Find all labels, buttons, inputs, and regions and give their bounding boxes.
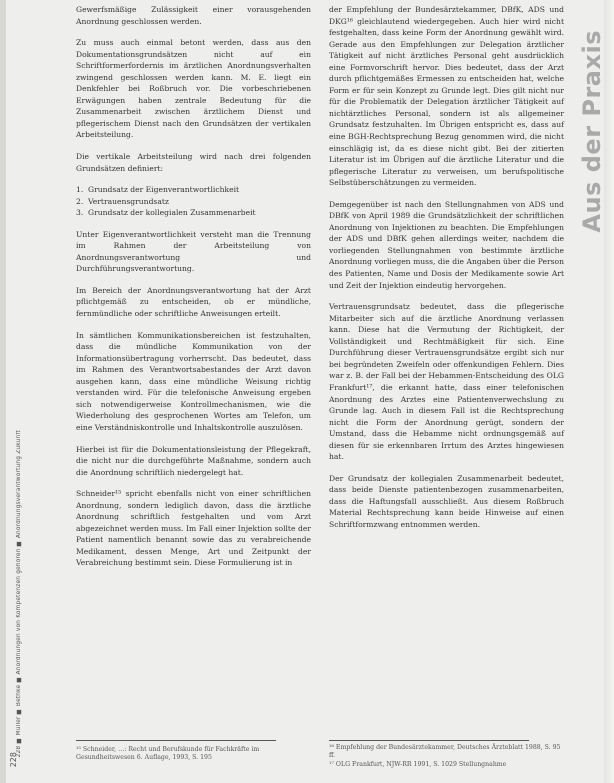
- list-item: [76, 196, 311, 208]
- footnote-divider: [76, 740, 276, 741]
- paragraph: Die vertikale Arbeitsteilung wird nach drei folgenden Grundsätzen definiert:: [76, 152, 311, 173]
- list-number: 1.: [76, 185, 84, 195]
- list-item: [76, 207, 311, 219]
- paragraph: Gewerfsmäßige Zulässigkeit einer vorausgehenden Anordnung geschlossen werden.: [76, 5, 311, 26]
- list-item: [76, 184, 311, 196]
- left-column: [76, 4, 311, 579]
- paragraph: Vertrauensgrundsatz bedeutet, dass die pflegerische Mitarbeiter sich auf die ärztliche Anordnung verlassen kann. Diese hat die Vermutung der Richtigkeit, der Vollständigkeit und Rechtmäßigkeit für sich. Eine Durchführung dieser Vertrauensgrundsätze ergibt sich nur bei begründeten Zweifeln oder offenkundigen Fehlern. Dies war z. B. der Fall bei der Hebammen-Entscheidung des OLG Frankfurt¹⁷, die erkannt hatte, dass einer telefonischen Anordnung des Arztes eine Patientenverwechslung zu Grunde lag. Auch in diesem Fall ist die Rechtsprechung nicht die Form der Anordnung gerügt, sondern der Umstand, dass die Hebamme nicht ordnungsgemäß auf diesen für sie erkennbaren Irrtum des Arztes hingewiesen hat.: [329, 302, 564, 462]
- paragraph: Demgegenüber ist nach den Stellungnahmen von ADS und DBfK von April 1989 die Grundsätzlichkeit der schriftlichen Anordnung von Injektionen zu beachten. Die Empfehlungen der ADS und DBfK gehen allerdings weiter, nachdem die vorliegenden Stellungnahmen von bestimmte ärztliche Anordnung vorliegen muss, die die Angaben über die Person des Patienten, Name und Dosis der Medikamente sowie Art und Zeit der Injektion eindeutig hervorgehen.: [329, 199, 564, 290]
- page-number: 228: [9, 752, 18, 768]
- paragraph: der Empfehlung der Bundesärztekammer, DBfK, ADS und DKG¹⁶ gleichlautend wiedergegeben. Auch hier wird nicht festgehalten, dass keine Form der Anordnung gewählt wird. Gerade aus den Empfehlungen zur Delegation ärztlicher Tätigkeit auf nicht ärztliches Personal geht ausdrücklich eine Formvorschrift hervor. Dies bedeutet, dass der Arzt durch pflichtgemäßes Ermessen zu entscheiden hat, welche Form er für sein Konzept zu Grunde legt. Dies gilt nicht nur für die Problematik der Delegation ärztlicher Tätigkeit auf nichtärztliches Personal, sondern ist als allgemeiner Grundsatz festzuhalten. Im Übrigen entspricht es, dass auf eine BGH-Rechtsprechung Bezug genommen wird, die nicht einschlägig ist, da es diese nicht gibt. Bei der zitierten Literatur ist im Übrigen auf die ärztliche Literatur und die pflegerische Literatur zu verweisen, um berufspolitische Selbstüberschätzungen zu vermeiden.: [329, 5, 564, 188]
- paragraph: Im Bereich der Anordnungsverantwortung hat der Arzt pflichtgemäß zu entscheiden, ob er mündliche, fernmündliche oder schriftliche Anweisungen erteilt.: [76, 285, 311, 319]
- section-title: Aus der Praxis: [578, 30, 606, 233]
- list-text: Grundsatz der Eigenverantwortlichkeit: [88, 185, 240, 195]
- principles-list: [76, 184, 311, 219]
- footnote-divider: [329, 740, 529, 741]
- paragraph: Zu muss auch einmal betont werden, dass aus den Dokumentationsgrundsätzen nicht auf ein Schriftformerfordernis im ärztlichen Anordnungsverhalten zwingend geschlossen werden kann. M. E. liegt ein Denkfehler bei Roßbruch vor. Die vorbeschriebenen Erwägungen haben zentrale Bedeutung für die Zusammenarbeit zwischen ärztlichem Dienst und pflegerischem Dienst nach den Grundsätzen der vertikalen Arbeitsteilung.: [76, 38, 311, 140]
- paragraph: In sämtlichen Kommunikationsbereichen ist festzuhalten, dass die mündliche Kommunikation von der Informationsübertragung vorherrscht. Das bedeutet, dass im Rahmen des Verantwortsabestandes der Arzt davon ausgehen kann, dass eine mündliche Weisung richtig verstanden wird. Für die telefonische Anweisung ergeben sich notwendigerweise Kontrollmechanismen, wie die Wiederholung des gesprochenen Wortes am Telefon, um eine Verständniskontrolle und Inhaltskontrolle auszulösen.: [76, 330, 311, 432]
- list-number: 3.: [76, 208, 84, 218]
- list-number: 2.: [76, 196, 84, 206]
- binding-edge: [0, 0, 6, 783]
- paragraph: Der Grundsatz der kollegialen Zusammenarbeit bedeutet, dass beide Dienste patientenbezogen zusammenarbeiten, dass die Haftungsfall ausschließt. Aus diesem Roßbruch Material Rechtsprechung kann beide Hinweise auf einen Schriftformzwang entnommen werden.: [329, 473, 564, 529]
- paragraph: Hierbei ist für die Dokumentationsleistung der Pflegekraft, die nicht nur die durchgeführte Maßnahme, sondern auch die Anordnung schriftlich niedergelegt hat.: [76, 444, 311, 477]
- paragraph: Unter Eigenverantwortlichkeit versteht man die Trennung im Rahmen der Arbeitsteilung von Anordnungsverantwortung und Durchführungsverantwortung.: [76, 229, 311, 274]
- right-column: [329, 4, 564, 541]
- list-text: Grundsatz der kollegialen Zusammenarbeit: [88, 208, 256, 218]
- footnote: ¹⁶ Empfehlung der Bundesärztekammer, Deutsches Ärzteblatt 1988, S. 95 ff. ¹⁷ OLG Frankfurt, NJW-RR 1991, S. 1029 Stellungnahme: [329, 744, 561, 768]
- running-head: 228 ■ Müller ■ Bethke ■ Anordnungen von Kompetenzen gehören ■ Anordnungsverantwortung Zukunft: [16, 430, 22, 758]
- footnote: ¹⁵ Schneider, …: Recht und Berufskunde für Fachkräfte im Gesundheitswesen 6. Auflage, 1993, S. 195: [76, 746, 260, 762]
- list-text: Vertrauensgrundsatz: [88, 196, 169, 206]
- paragraph: Schneider¹⁵ spricht ebenfalls nicht von einer schriftlichen Anordnung, sondern lediglich davon, dass die ärztliche Anordnung schriftlich festgehalten und vom Arzt abgezeichnet werden muss. Im Fall einer Injektion sollte der Patient namentlich benannt sowie das zu verabreichende Medikament, dessen Menge, Art und Zeitpunkt der Verabreichung bestimmt sein. Diese Formulierung ist in: [76, 489, 311, 568]
